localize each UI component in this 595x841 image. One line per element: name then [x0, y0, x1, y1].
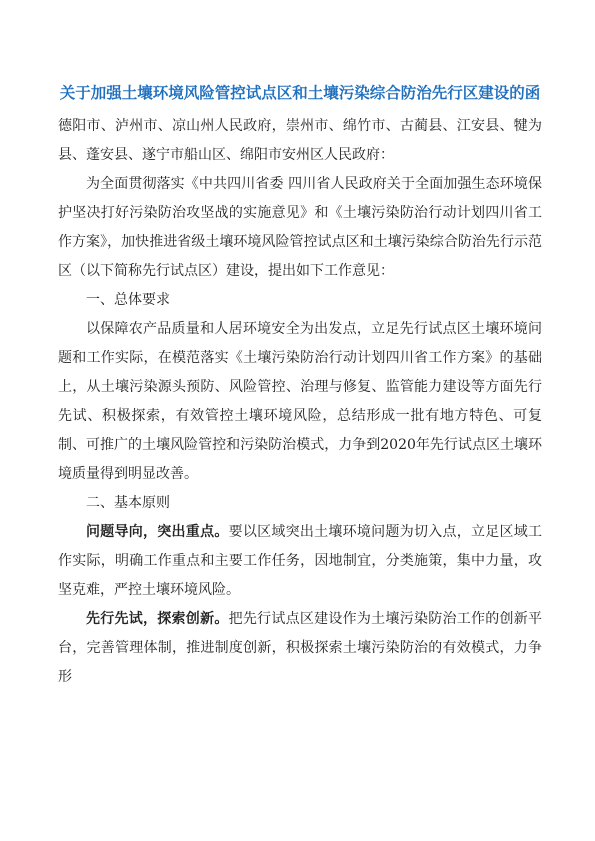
- principle-problem-oriented-body: 要以区域突出土壤环境问题为切入点，立足区域工作实际，明确工作重点和主要工作任务，因地制宜，分类施策，集中力量，攻坚克难，严控土壤环境风险。: [58, 524, 543, 598]
- general-requirements-paragraph: 以保障农产品质量和人居环境安全为出发点，立足先行试点区土壤环境问题和工作实际，在模范落实《土壤污染防治行动计划四川省工作方案》的基础上，从土壤污染源头预防、风险管控、治理与修复、监管能力建设等方面先行先试、积极探索，有效管控土壤环境风险，总结形成一批有地方特色、可复制、可推广的土壤风险管控和污染防治模式，力争到2020年先行试点区土壤环境质量得到明显改善。: [58, 321, 542, 482]
- principle-problem-oriented-paragraph: [58, 518, 542, 605]
- principle-pilot-innovation-lead: 先行先试，探索创新。: [86, 611, 229, 627]
- intro-paragraph: 为全面贯彻落实《中共四川省委 四川省人民政府关于全面加强生态环境保护坚决打好污染防治攻坚战的实施意见》和《土壤污染防治行动计划四川省工作方案》，加快推进省级土壤环境风险管控试点区和土壤污染综合防治先行示范区（以下简称先行试点区）建设，提出如下工作意见：: [58, 176, 542, 279]
- section-heading-general-requirements: 一、总体要求: [86, 292, 170, 308]
- document-page: [58, 78, 542, 692]
- section-heading-basic-principles: 二、基本原则: [86, 495, 170, 511]
- document-title: 关于加强土壤环境风险管控试点区和土壤污染综合防治先行区建设的函: [59, 84, 541, 102]
- principle-pilot-innovation-paragraph: [58, 605, 542, 692]
- principle-problem-oriented-lead: 问题导向，突出重点。: [86, 524, 229, 540]
- principle-pilot-innovation-body: 把先行试点区建设作为土壤污染防治工作的创新平台，完善管理体制，推进制度创新，积极探索土壤污染防治的有效模式，力争形: [58, 611, 543, 685]
- addressee-paragraph: 德阳市、泸州市、凉山州人民政府，崇州市、绵竹市、古蔺县、江安县、犍为县、蓬安县、遂宁市船山区、绵阳市安州区人民政府：: [58, 118, 542, 163]
